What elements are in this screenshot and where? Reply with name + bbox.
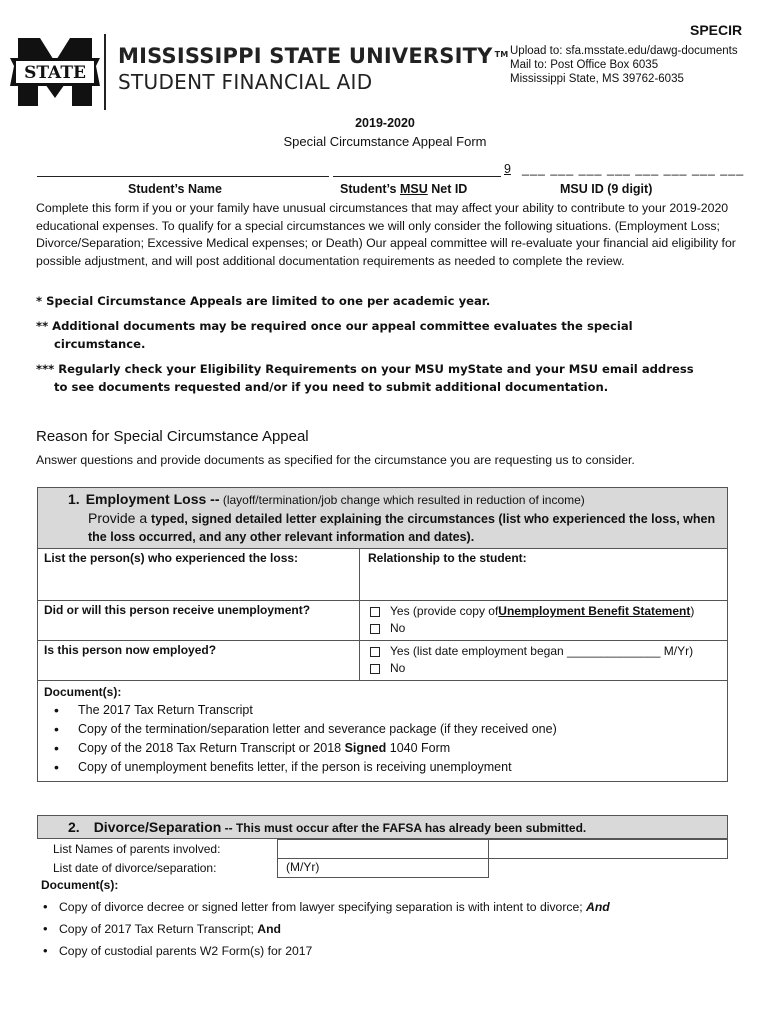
upload-address: Upload to: sfa.msstate.edu/dawg-documents [510,45,738,57]
list-item: • Copy of custodial parents W2 Form(s) for 2017 [41,940,728,962]
list-item: • Copy of 2017 Tax Return Transcript; And [41,918,728,940]
note-2: ** Additional documents may be required once our appeal committee evaluates the special circumstance. [36,319,633,351]
checkbox-icon [370,607,380,617]
msu-id-label: MSU ID (9 digit) [560,182,653,196]
employed-question: Is this person now employed? [38,641,360,680]
persons-label: List the person(s) who experienced the loss: [38,549,360,600]
unemployment-yes-option[interactable]: Yes (provide copy of Unemployment Benefit Statement ) [368,603,719,620]
table-row [38,641,727,681]
list-item: • Copy of the termination/separation letter and severance package (if they received one) [52,720,721,739]
intro-paragraph: Complete this form if you or your family have unusual circumstances that may affect your ability to contribute to your 2019-2020 educational expenses. To qualify for a special circumstances we will only consider the following situations. (Employment Loss; Divorce/Separation; Excessive Medical expenses; or Death) Our appeal committee will re-evaluate your financial aid eligibility for possible adjustment, and will post additional documentation requirements as needed to complete the review. [36,201,736,268]
mail-address: Mail to: Post Office Box 6035 [510,59,659,71]
employment-documents: Document(s): • The 2017 Tax Return Transcript • Copy of the termination/separation letter and severance package (if they received one) • Copy of the 2018 Tax Return Transcript or 2018 Signed 1040 Form • Copy of unemployment benefits letter, if the person is receiving unemployment [38,681,727,781]
employment-loss-header: 1. Employment Loss -- (layoff/termination/job change which resulted in reduction of income) Provide a typed, signed detailed letter explaining the circumstances (list who experienced the loss, when the loss occurred, and any other relevant information and dates). [38,488,727,549]
university-name: MISSISSIPPI STATE UNIVERSITY ™ [118,44,509,68]
unemployment-question: Did or will this person receive unemployment? [38,601,360,640]
logo-text: STATE [24,63,86,83]
list-item: • The 2017 Tax Return Transcript [52,701,721,720]
address-block [510,44,738,86]
checkbox-icon [370,664,380,674]
note-3: *** Regularly check your Eligibility Requirements on your MSU myState and your MSU email address to see documents requested and/or if you need to submit additional documentation. [36,362,694,394]
checkbox-icon [370,624,380,634]
relationship-label[interactable]: Relationship to the student: [368,551,527,565]
divorce-documents-label: Document(s): [41,878,119,892]
divorce-documents [37,896,728,962]
city-address: Mississippi State, MS 39762-6035 [510,73,684,85]
student-name-label: Student’s Name [128,182,223,196]
net-id-label: Student’s MSU Net ID [340,182,468,196]
divorce-separation-section [37,815,728,962]
reason-subtext: Answer questions and provide documents as specified for the circumstance you are requesting us to consider. [36,453,635,467]
msu-logo [10,36,100,108]
divorce-header: 2. Divorce/Separation -- This must occur after the FAFSA has already been submitted. [37,815,728,839]
msu-id-blanks[interactable]: ___ ___ ___ ___ ___ ___ ___ ___ [522,162,745,176]
table-row [38,601,727,641]
student-name-line[interactable] [37,176,329,177]
employment-loss-section [37,487,728,782]
list-item: • Copy of the 2018 Tax Return Transcript or 2018 Signed 1040 Form [52,739,721,758]
divorce-date-label: List date of divorce/separation: [53,861,217,875]
employment-instructions: Provide a typed, signed detailed letter explaining the circumstances (list who experienced the loss, when the loss occurred, and any other relevant information and dates). [88,510,716,544]
department-name: STUDENT FINANCIAL AID [118,70,373,94]
employed-no-option[interactable]: No [368,660,719,677]
table-row [38,549,727,601]
employed-yes-option[interactable]: Yes (list date employment began ______________ M/Yr) [368,643,719,660]
parent-name-field-1[interactable] [277,839,489,859]
logo-divider [104,34,106,110]
parent-name-field-2[interactable] [488,839,728,859]
parents-label: List Names of parents involved: [53,842,221,856]
list-item: • Copy of divorce decree or signed letter from lawyer specifying separation is with intent to divorce; And [41,896,728,918]
reason-heading: Reason for Special Circumstance Appeal [36,428,309,445]
note-1: * Special Circumstance Appeals are limited to one per academic year. [36,294,491,308]
net-id-line[interactable] [333,176,501,177]
list-item: • Copy of unemployment benefits letter, if the person is receiving unemployment [52,758,721,777]
form-code: SPECIR [690,22,743,38]
form-title: Special Circumstance Appeal Form [283,134,487,149]
form-year: 2019-2020 [355,116,415,130]
divorce-date-field[interactable]: (M/Yr) [277,858,489,878]
unemployment-no-option[interactable]: No [368,620,719,637]
checkbox-icon [370,647,380,657]
msu-id-prefix: 9 [504,162,511,176]
